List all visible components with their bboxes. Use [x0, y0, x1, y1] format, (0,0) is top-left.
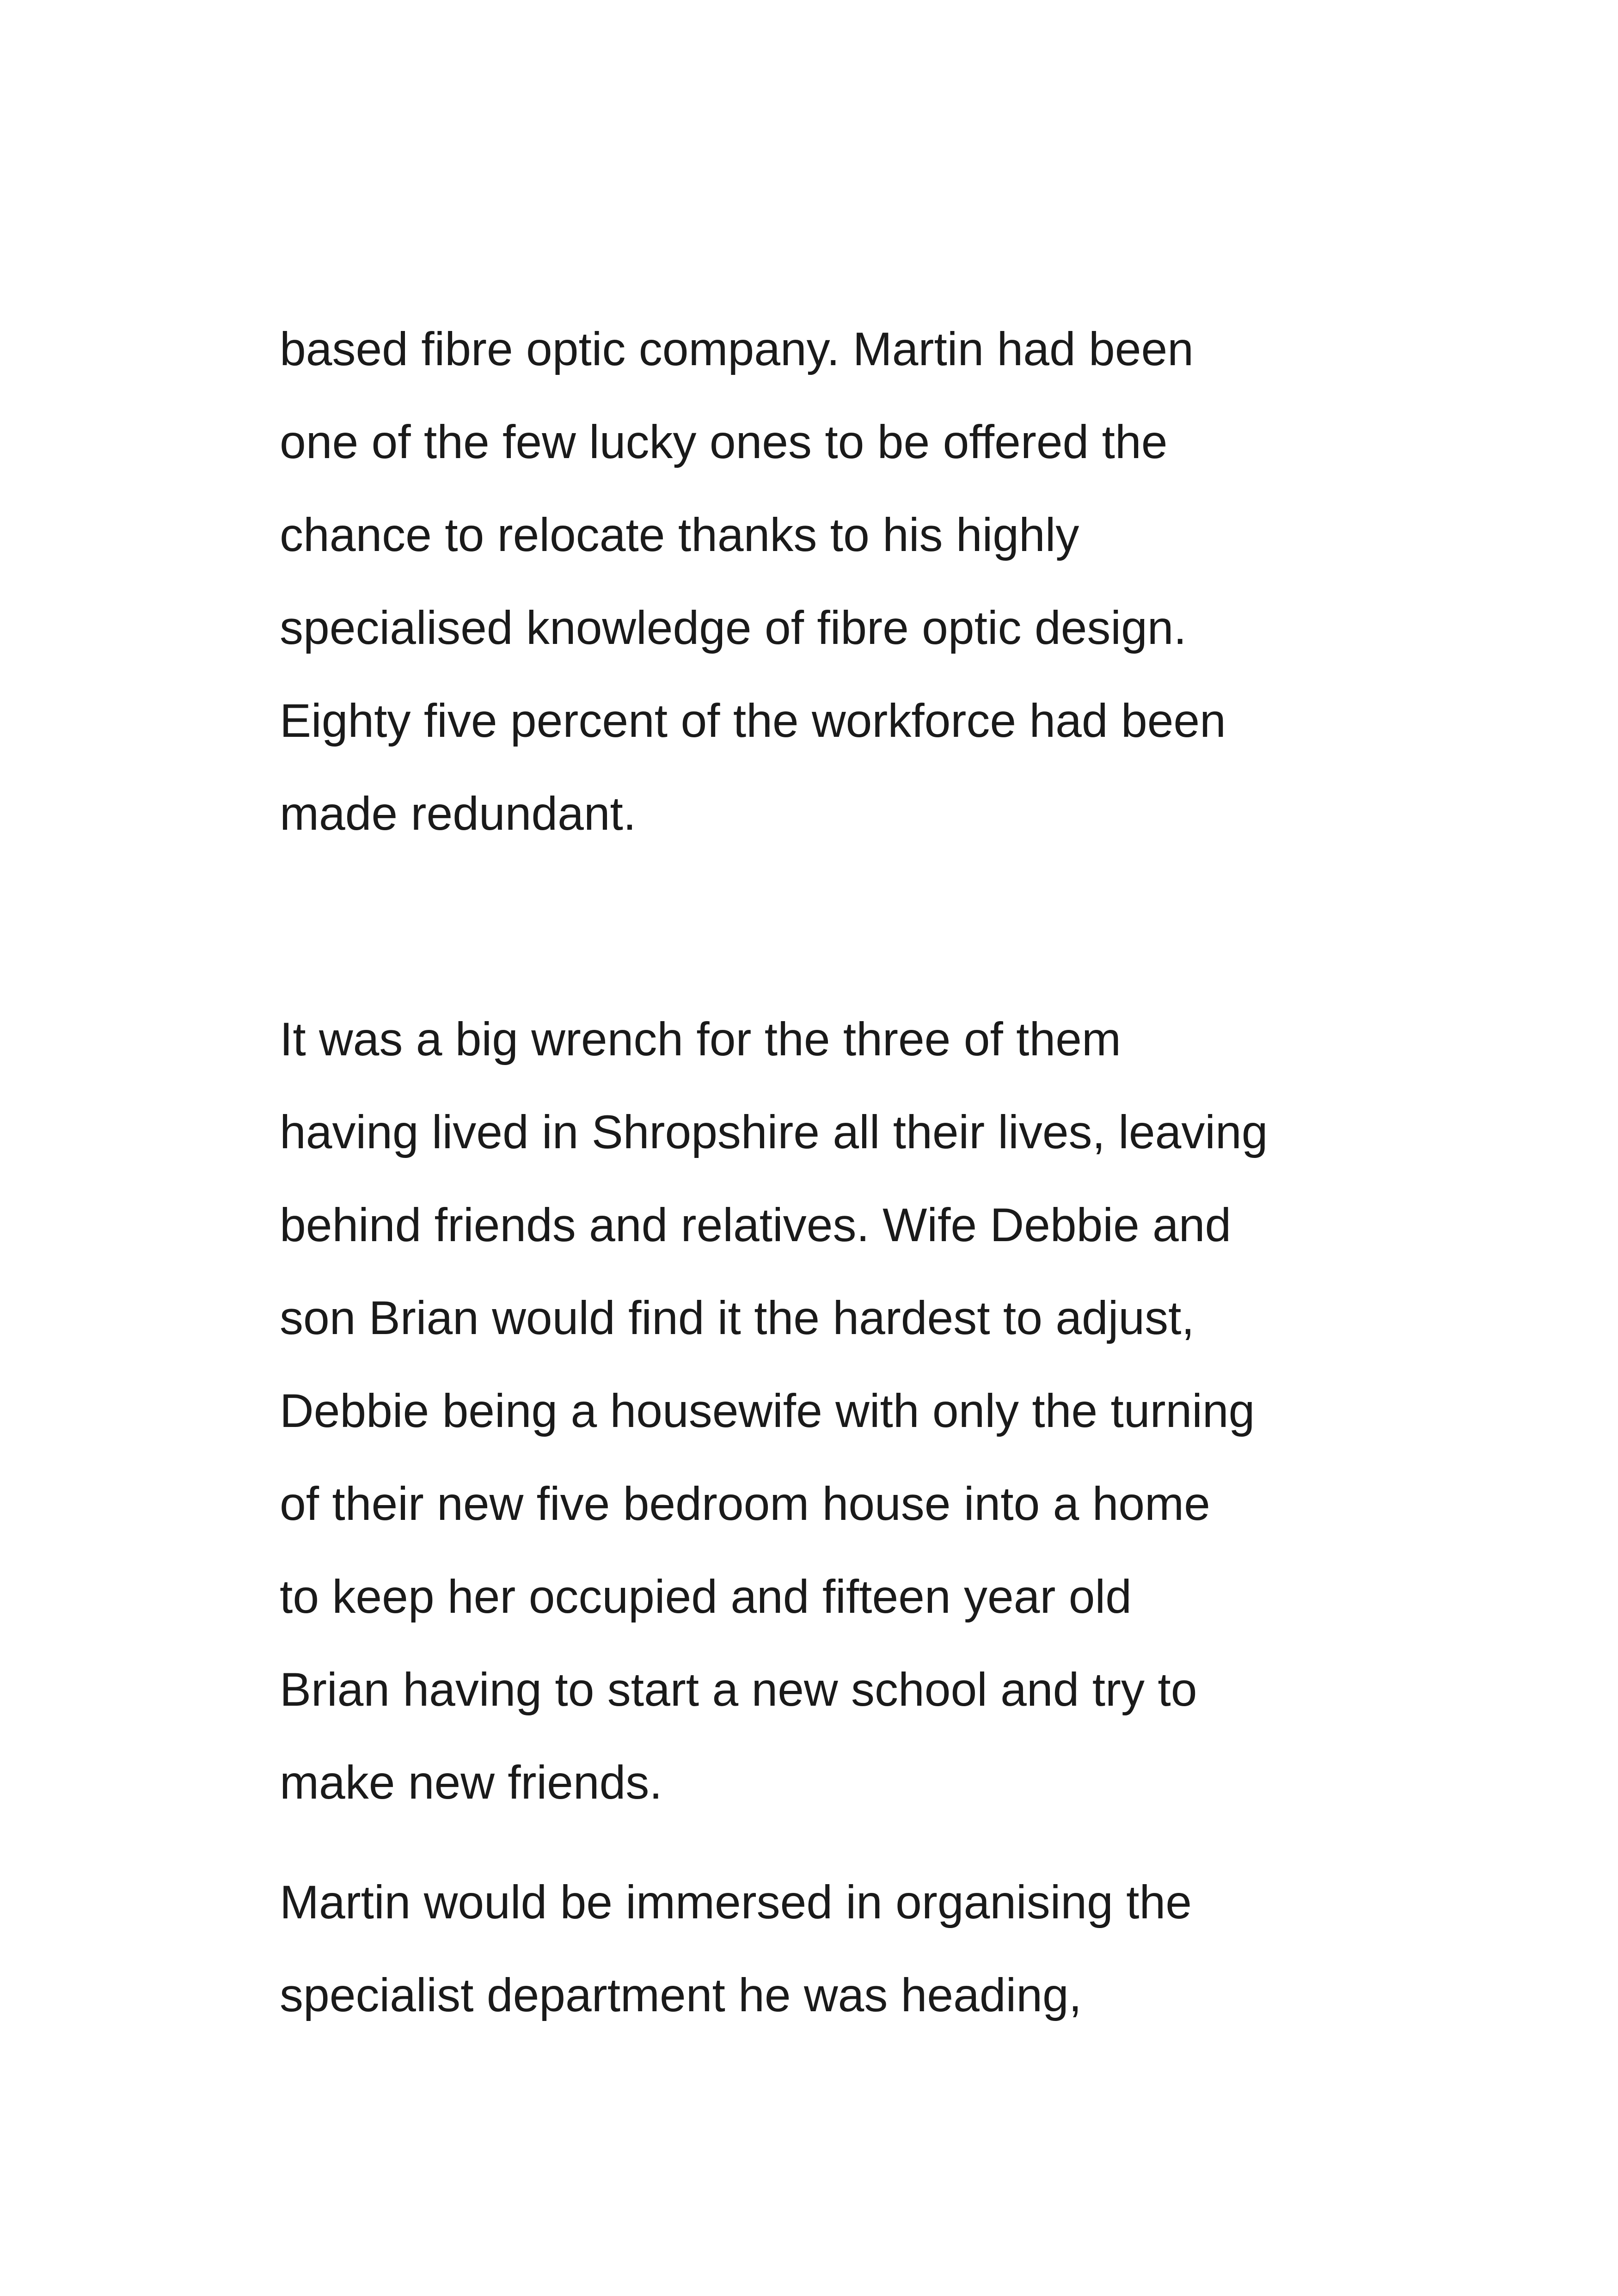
text-line: make new friends.	[280, 1756, 662, 1809]
text-line: specialised knowledge of fibre optic design.	[280, 601, 1187, 654]
paragraph-1	[280, 303, 1389, 860]
text-line: based fibre optic company. Martin had been	[280, 323, 1194, 375]
text-line: Debbie being a housewife with only the turning	[280, 1384, 1255, 1437]
text-line: made redundant.	[280, 787, 637, 840]
text-line: Brian having to start a new school and try to	[280, 1663, 1197, 1716]
text-line: Eighty five percent of the workforce had been	[280, 694, 1226, 747]
paragraph-2	[280, 993, 1389, 1829]
text-line: having lived in Shropshire all their lives, leaving	[280, 1106, 1268, 1158]
text-line: behind friends and relatives. Wife Debbie and	[280, 1199, 1232, 1251]
text-line: Martin would be immersed in organising the	[280, 1876, 1192, 1929]
text-line: specialist department he was heading,	[280, 1969, 1082, 2021]
text-line: son Brian would find it the hardest to adjust,	[280, 1292, 1195, 1344]
text-line: one of the few lucky ones to be offered the	[280, 416, 1168, 468]
text-line: It was a big wrench for the three of them	[280, 1013, 1121, 1065]
text-line: of their new five bedroom house into a home	[280, 1477, 1210, 1530]
text-line: chance to relocate thanks to his highly	[280, 508, 1079, 561]
paragraph-3	[280, 1856, 1389, 2042]
text-line: to keep her occupied and fifteen year old	[280, 1570, 1132, 1623]
